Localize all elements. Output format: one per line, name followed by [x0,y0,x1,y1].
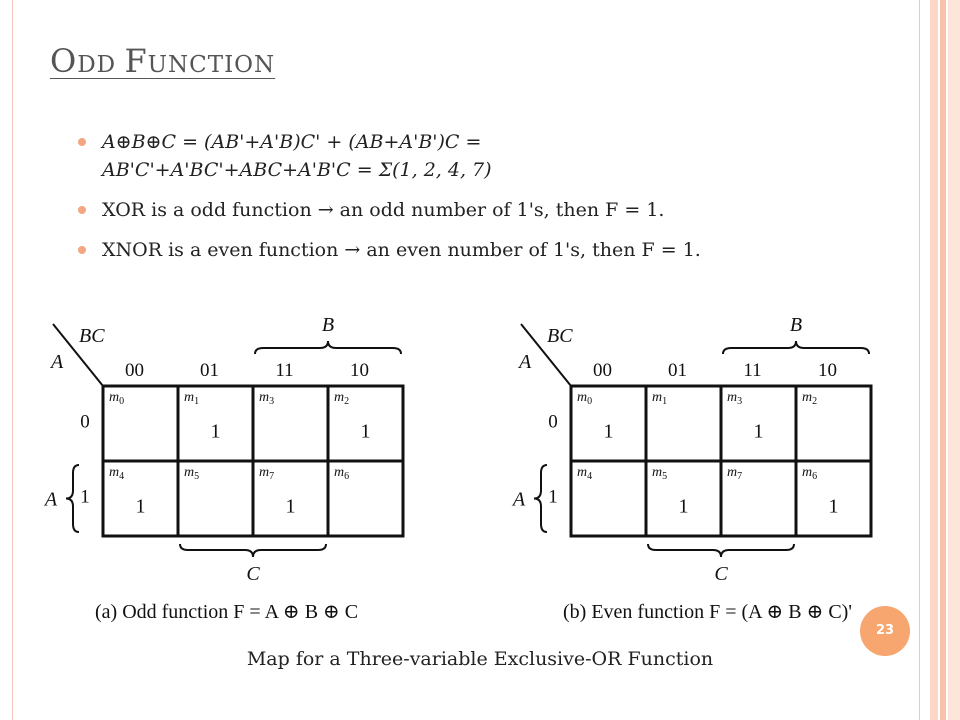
kmap-row-header: 0 [548,411,558,433]
kmap-corner-col-vars: BC [79,325,105,347]
kmap-minterm-label: $m_5$ [184,465,200,482]
kmap-corner-col-vars: BC [547,325,573,347]
kmap-minterm-label: $m_2$ [802,390,818,407]
kmap-caption: (b) Even function F = (A ⊕ B ⊕ C)' [563,601,852,623]
figure-caption: Map for a Three-variable Exclusive-OR Function [246,648,714,670]
kmap-minterm-label: $m_2$ [334,390,350,407]
bullet-item: XNOR is a even function → an even number of 1's, then F = 1. [78,236,918,264]
kmap-cell-one: 1 [678,495,689,518]
title-letter: F [124,42,148,80]
kmap-cell-one: 1 [753,420,764,443]
kmap-cell-one: 1 [603,420,614,443]
bullet-item: XOR is a odd function → an odd number of 1's, then F = 1. [78,196,918,224]
kmap-corner-row-var: A [51,351,64,373]
kmap-minterm-label: $m_0$ [577,390,593,407]
equation-line: A⊕B⊕C = (AB'+A'B)C' + (AB+A'B')C = [102,131,482,153]
kmap-col-header: 11 [275,360,294,381]
kmap-minterm-label: $m_6$ [334,465,350,482]
kmap-minterm-label: $m_4$ [109,465,125,482]
kmap-odd-function [40,310,450,623]
kmap-row-header: 1 [548,486,558,508]
bullet-list [78,128,918,276]
equation-line: AB'C'+A'BC'+ABC+A'B'C = Σ(1, 2, 4, 7) [102,159,492,181]
kmap-col-header: 11 [743,360,762,381]
decor-stripe [940,0,946,720]
title-letter: O [50,42,78,80]
kmap-brace-left-label: A [44,488,58,511]
kmap-minterm-label: $m_1$ [184,390,200,407]
kmap-brace-left [66,465,79,532]
kmap-cell-one: 1 [285,495,296,518]
kmap-row-header: 0 [80,411,90,433]
kmap-brace-left [534,465,547,532]
kmap-cell-one: 1 [828,495,839,518]
kmap-minterm-label: $m_3$ [727,390,743,407]
kmap-minterm-label: $m_7$ [727,465,743,482]
kmap-col-header: 10 [818,360,837,381]
kmap-col-header: 00 [125,360,144,381]
kmap-row-header: 1 [80,486,90,508]
kmap-brace-left-label: A [512,488,526,511]
kmap-brace-top-label: B [321,314,335,336]
kmap-cell-one: 1 [210,420,221,443]
kmap-minterm-label: $m_0$ [109,390,125,407]
page-number-badge: 23 [860,606,910,656]
kmap-col-header: 10 [350,360,369,381]
title-letters: UNCTION [147,52,276,78]
kmap-brace-bottom-label: C [246,563,260,585]
decor-stripe [930,0,938,720]
bullet-item [78,128,918,184]
kmap-col-header: 00 [593,360,612,381]
kmap-brace-bottom [180,544,326,557]
kmap-corner-row-var: A [519,351,532,373]
kmap-cell-one: 1 [360,420,371,443]
kmap-brace-bottom [648,544,794,557]
kmap-brace-bottom-label: C [714,563,728,585]
kmap-col-header: 01 [668,360,687,381]
slide-title [50,42,275,80]
kmap-minterm-label: $m_3$ [259,390,275,407]
kmap-brace-top [255,341,401,354]
kmap-minterm-label: $m_7$ [259,465,275,482]
kmap-cell-one: 1 [135,495,146,518]
kmap-minterm-label: $m_1$ [652,390,668,407]
kmap-brace-top [723,341,869,354]
kmap-minterm-label: $m_4$ [577,465,593,482]
kmap-col-header: 01 [200,360,219,381]
kmap-even-function [508,310,918,623]
decor-stripe [948,0,960,720]
kmap-brace-top-label: B [789,314,803,336]
kmap-caption: (a) Odd function F = A ⊕ B ⊕ C [95,601,359,623]
kmap-minterm-label: $m_6$ [802,465,818,482]
title-letters: DD [77,52,125,78]
kmap-minterm-label: $m_5$ [652,465,668,482]
